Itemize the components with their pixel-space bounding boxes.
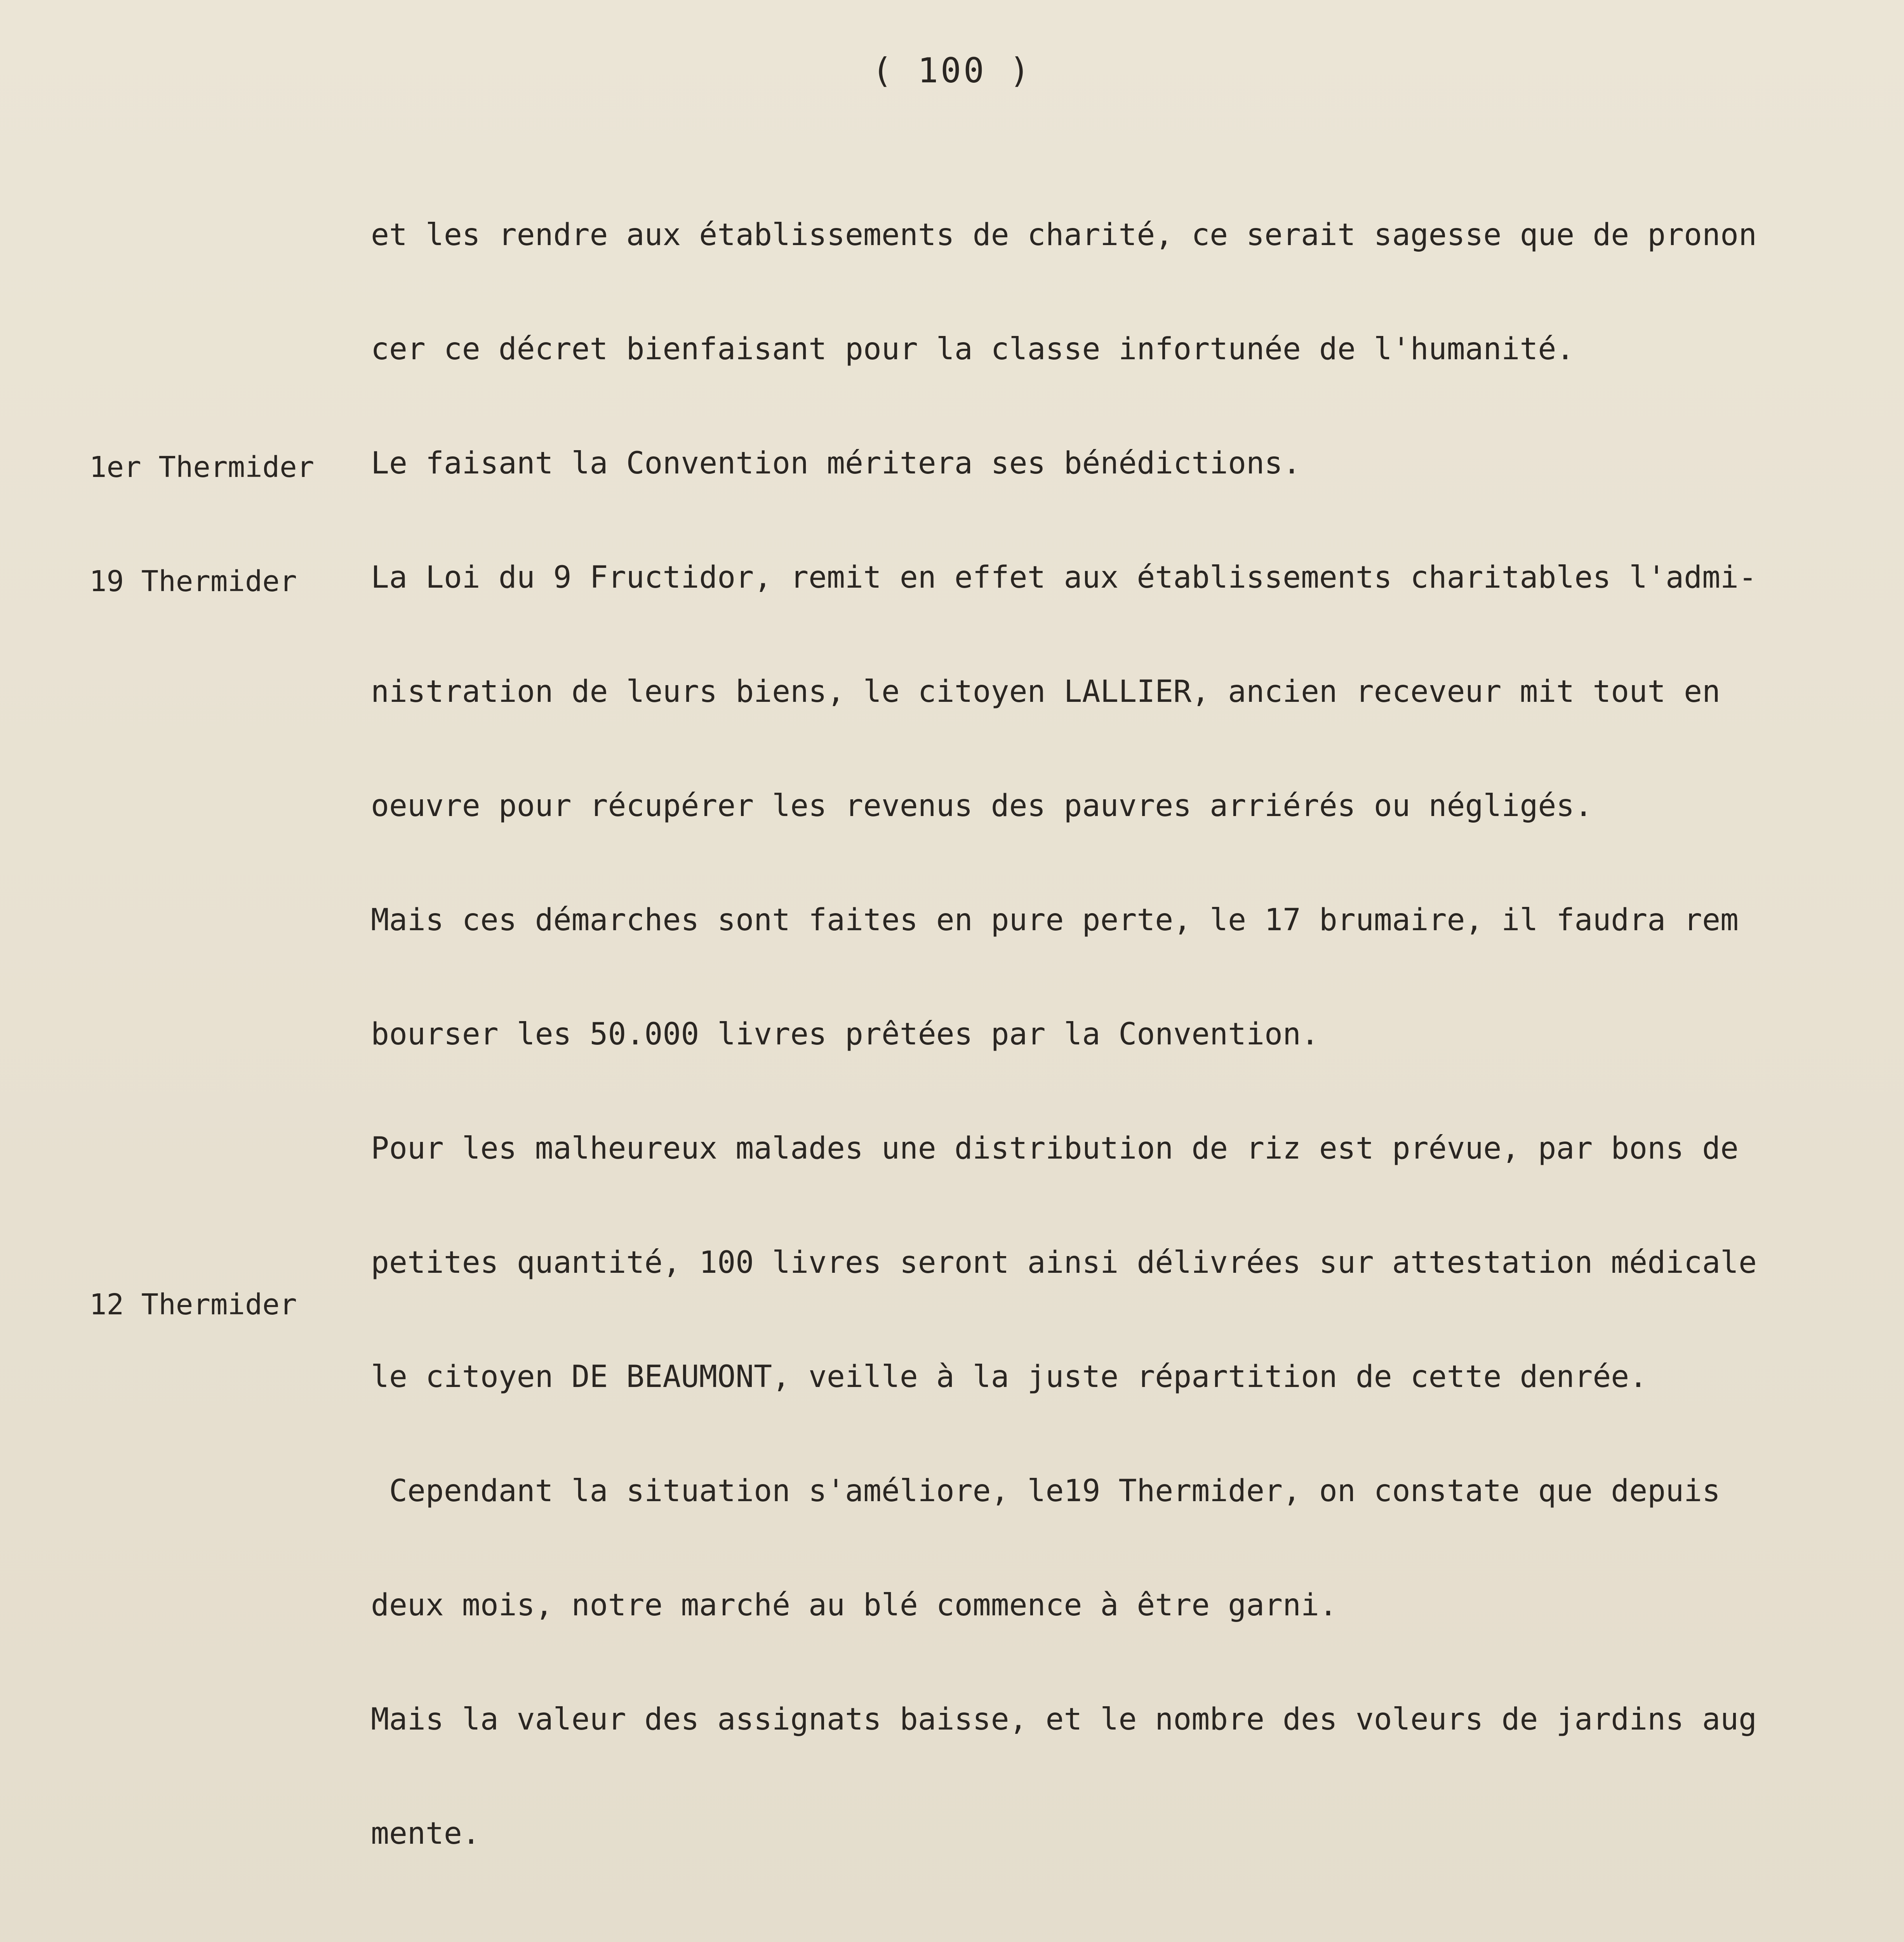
- text-line: Mais ces démarches sont faites en pure perte, le 17 brumaire, il faudra rem: [371, 903, 1739, 938]
- margin-note-thermider-19: 19 Thermider: [89, 565, 297, 598]
- margin-note-thermider-1: 1er Thermider: [89, 451, 315, 484]
- text-line: le citoyen DE BEAUMONT, veille à la juste répartition de cette denrée.: [371, 1359, 1648, 1394]
- text-line: bourser les 50.000 livres prêtées par la Convention.: [371, 1017, 1319, 1052]
- text-line: Le faisant la Convention méritera ses bénédictions.: [371, 446, 1301, 481]
- text-line: petites quantité, 100 livres seront ainsi délivrées sur attestation médicale: [371, 1245, 1757, 1280]
- page-number: ( 100 ): [872, 50, 1032, 90]
- body-text: [371, 140, 1858, 1942]
- text-line: La Loi du 9 Fructidor, remit en effet aux établissements charitables l'admi-: [371, 560, 1757, 595]
- text-line: deux mois, notre marché au blé commence à être garni.: [371, 1588, 1337, 1623]
- text-line: et les rendre aux établissements de charité, ce serait sagesse que de pronon: [371, 218, 1757, 252]
- text-line: Mais la valeur des assignats baisse, et le nombre des voleurs de jardins aug: [371, 1702, 1757, 1737]
- text-line: mente.: [371, 1816, 480, 1851]
- text-line: Pour les malheureux malades une distribution de riz est prévue, par bons de: [371, 1131, 1739, 1166]
- margin-note-thermider-12: 12 Thermider: [89, 1288, 297, 1321]
- text-line: nistration de leurs biens, le citoyen LALLIER, ancien receveur mit tout en: [371, 674, 1721, 709]
- text-line: Cependant la situation s'améliore, le19 Thermider, on constate que depuis: [371, 1474, 1721, 1509]
- text-line: oeuvre pour récupérer les revenus des pauvres arriérés ou négligés.: [371, 788, 1593, 823]
- text-line: cer ce décret bienfaisant pour la classe infortunée de l'humanité.: [371, 332, 1575, 367]
